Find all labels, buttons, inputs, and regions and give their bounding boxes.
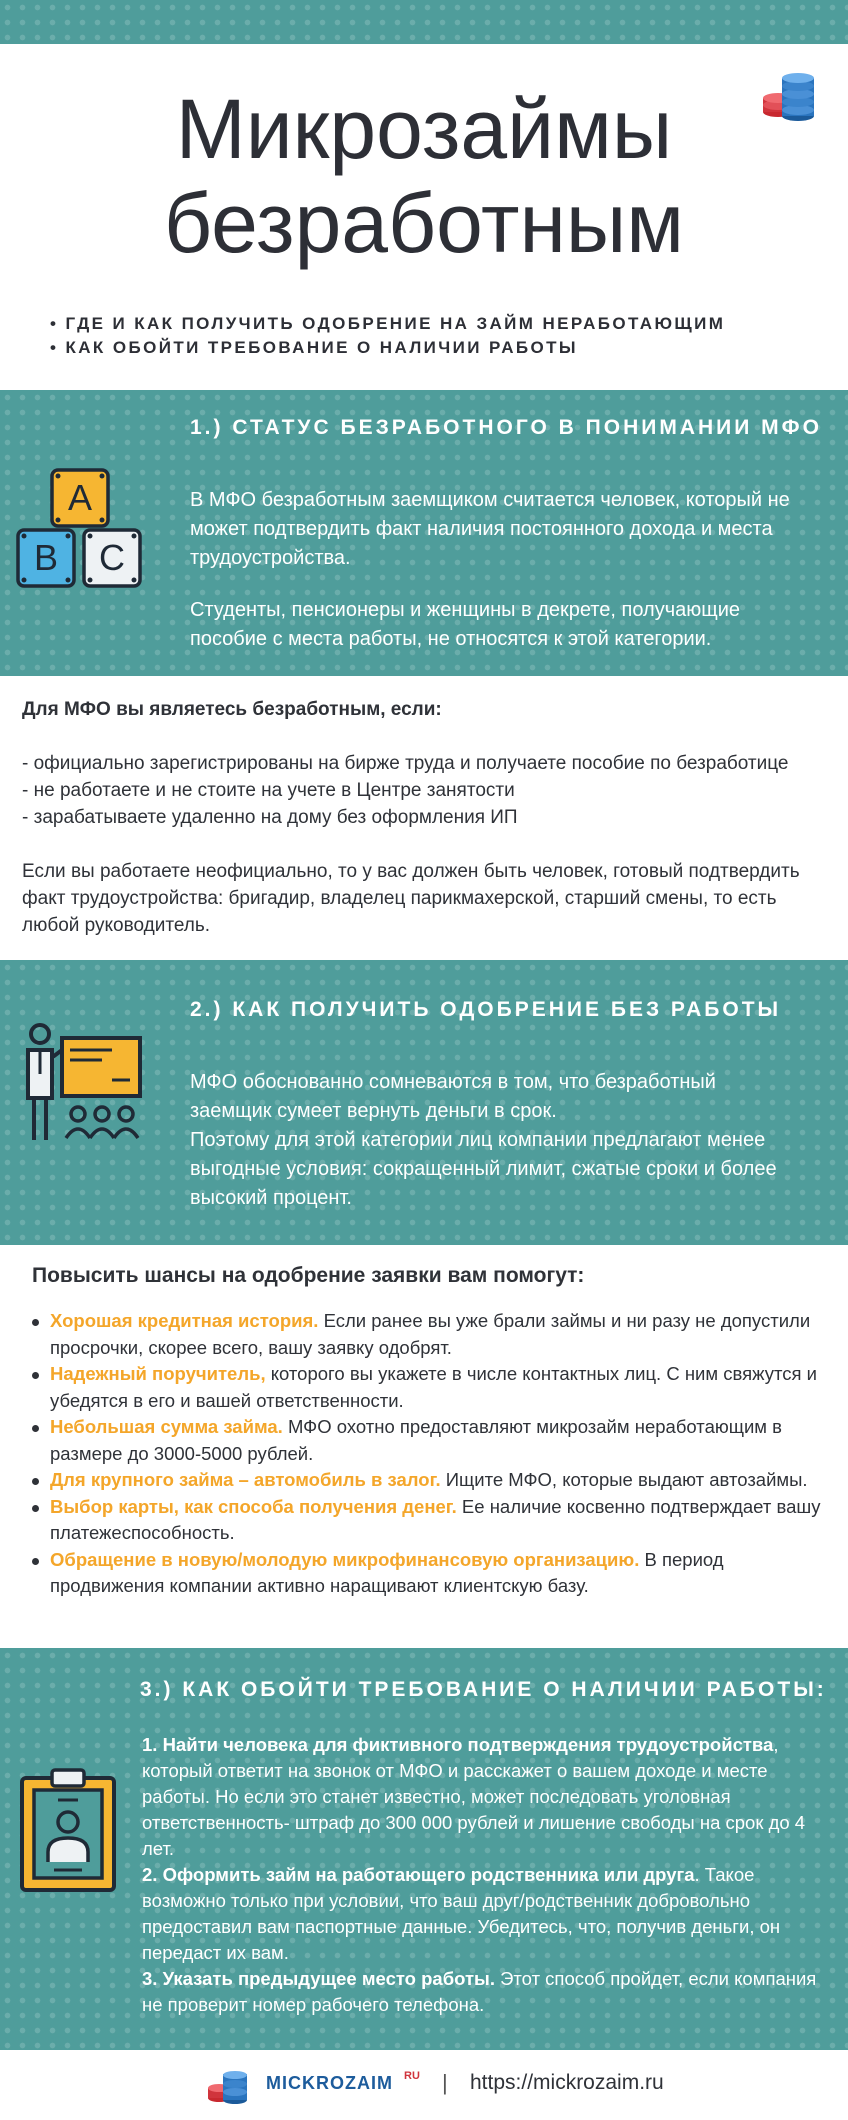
section-2-paragraph: Поэтому для этой категории лиц компании предлагают менее выгодные условия: сокращенный лимит, сжатые сроки и более высокий процент. — [190, 1129, 777, 1209]
tip-text: Ее наличие косвенно подтверждает вашу платежеспособность. — [50, 1495, 821, 1543]
tip-item — [50, 1467, 840, 1494]
method-item — [142, 1862, 834, 1966]
brand-name: MICKROZAIM — [266, 2073, 393, 2093]
intro-bullet: • ГДЕ И КАК ПОЛУЧИТЬ ОДОБРЕНИЕ НА ЗАЙМ НЕРАБОТАЮЩИМ — [50, 312, 725, 336]
section-1-paragraph: В МФО безработным заемщиком считается человек, который не может подтвердить факт наличия постоянного дохода и места трудоустройства. — [190, 489, 790, 569]
tips-title: Повысить шансы на одобрение заявки вам помогут: — [32, 1264, 585, 1287]
footer-separator: | — [442, 2070, 448, 2095]
footer — [0, 2050, 848, 2120]
section-2-heading: 2.) КАК ПОЛУЧИТЬ ОДОБРЕНИЕ БЕЗ РАБОТЫ — [190, 998, 782, 1021]
method-title: 1. Найти человека для фиктивного подтверждения трудоустройства — [142, 1734, 774, 1755]
tip-highlight: Обращение в новую/молодую микрофинансовую организацию. — [50, 1548, 640, 1570]
tip-item — [50, 1547, 840, 1600]
method-item — [142, 1966, 834, 2018]
tip-text: Если ранее вы уже брали займы и ни разу не допустили просрочки, скорее всего, вашу заявку одобрят. — [50, 1310, 811, 1358]
brand-suffix: RU — [404, 2070, 420, 2082]
tip-text: которого вы укажете в числе контактных лиц. С ним свяжутся и убедятся в его и вашей ответственности. — [50, 1363, 817, 1411]
section-2 — [0, 960, 848, 1245]
page-title — [60, 82, 788, 270]
criteria-note: Если вы работаете неофициально, то у вас должен быть человек, готовый подтвердить факт трудоустройства: бригадир, владелец парикмахерской, старший смены, то есть любой руководитель. — [22, 861, 800, 936]
clipboard-id-icon — [18, 1764, 118, 1894]
tip-item — [50, 1308, 840, 1361]
site-url-link[interactable]: https://mickrozaim.ru — [470, 2071, 664, 2094]
tip-highlight: Хорошая кредитная история. — [50, 1310, 319, 1331]
section-3-heading: 3.) КАК ОБОЙТИ ТРЕБОВАНИЕ О НАЛИЧИИ РАБОТЫ: — [140, 1678, 827, 1701]
tip-highlight: Для крупного займа – автомобиль в залог. — [50, 1469, 441, 1490]
tip-text: Ищите МФО, которые выдают автозаймы. — [440, 1469, 808, 1490]
method-title: 3. Указать предыдущее место работы. — [142, 1968, 495, 1989]
unemployed-criteria — [22, 696, 832, 939]
section-1-paragraph: Студенты, пенсионеры и женщины в декрете, получающие пособие с места работы, не относятся к этой категории. — [190, 599, 740, 650]
criteria-item: - не работаете и не стоите на учете в Центре занятости — [22, 780, 515, 801]
tip-text: МФО охотно предоставляют микрозайм неработающим в размере до 3000-5000 рублей. — [50, 1416, 782, 1464]
tip-item — [50, 1361, 840, 1414]
tip-item — [50, 1494, 840, 1547]
top-decorative-strip — [0, 0, 848, 44]
tip-highlight: Надежный поручитель, — [50, 1363, 266, 1384]
criteria-title: Для МФО вы являетесь безработным, если: — [22, 699, 442, 720]
abc-letter: A — [67, 477, 93, 518]
criteria-item: - зарабатываете удаленно на дому без оформления ИП — [22, 807, 518, 828]
method-text: . Такое возможно только при условии, что ваш друг/родственник добровольно предоставил вам паспортные данные. Убедитесь, что, получив деньги, он передаст их вам. — [142, 1864, 781, 1963]
teacher-board-icon — [22, 1020, 144, 1148]
method-text: , который ответит на звонок от МФО и расскажет о вашем доходе и месте работы. Но если это станет известно, может последовать уголовная ответственность- штраф до 300 000 рублей и лишение свободы на срок до 4 лет. — [142, 1734, 806, 1859]
method-title: 2. Оформить займ на работающего родственника или друга — [142, 1864, 695, 1885]
tips-list — [50, 1308, 840, 1600]
tip-item — [50, 1414, 840, 1467]
brand-logo-icon — [206, 2068, 248, 2104]
tip-highlight: Небольшая сумма займа. — [50, 1416, 283, 1437]
abc-blocks-icon — [16, 466, 144, 594]
page-title-line1: Микрозаймы — [175, 82, 673, 176]
section-3-list — [142, 1732, 834, 2018]
intro-bullet: • КАК ОБОЙТИ ТРЕБОВАНИЕ О НАЛИЧИИ РАБОТЫ — [50, 336, 725, 360]
abc-letter: C — [99, 537, 125, 578]
section-3 — [0, 1648, 848, 2050]
page-title-line2: безработным — [164, 176, 684, 270]
criteria-item: - официально зарегистрированы на бирже труда и получаете пособие по безработице — [22, 753, 789, 774]
section-1 — [0, 390, 848, 676]
header — [0, 44, 848, 390]
tip-highlight: Выбор карты, как способа получения денег. — [50, 1495, 457, 1517]
intro-bullets — [50, 312, 725, 360]
section-1-heading: 1.) СТАТУС БЕЗРАБОТНОГО В ПОНИМАНИИ МФО — [190, 416, 822, 439]
method-text: Этот способ пройдет, если компания не проверит номер рабочего телефона. — [142, 1968, 817, 2015]
coins-stack-icon — [758, 66, 818, 124]
section-2-paragraph: МФО обоснованно сомневаются в том, что безработный заемщик сумеет вернуть деньги в срок. — [190, 1071, 716, 1122]
abc-letter: B — [33, 537, 59, 578]
tip-text: В период продвижения компании активно наращивают клиентскую базу. — [50, 1548, 724, 1596]
method-item — [142, 1732, 834, 1862]
